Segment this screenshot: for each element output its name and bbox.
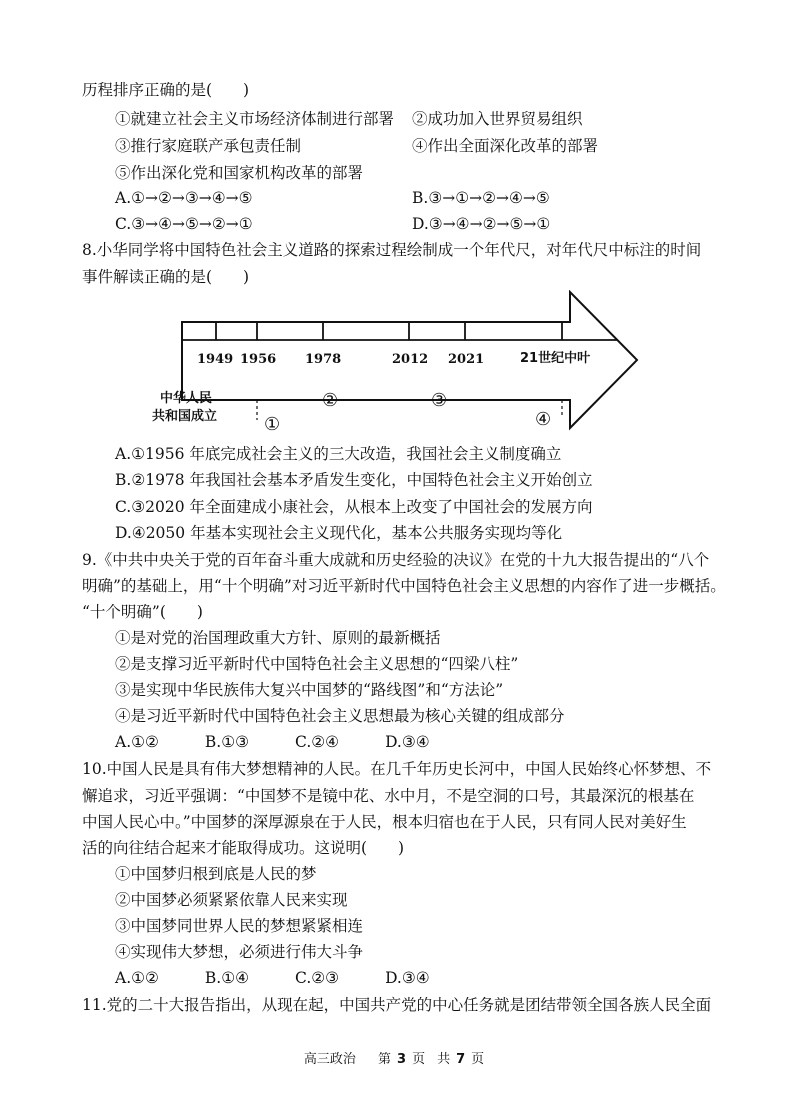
year-label-2012: 2012 [392,352,429,367]
q9-option-d: D.③④ [385,733,430,751]
q8-stem-line-2: 事件解读正确的是( ) [82,268,250,286]
marker-4: ④ [535,409,552,430]
q9-stem-line-2: 明确”的基础上，用“十个明确”对习近平新时代中国特色社会主义思想的内容作了进一步概括。 [82,577,726,595]
year-label-2021: 2021 [448,352,485,367]
q8-stem-line-1: 8.小华同学将中国特色社会主义道路的探索过程绘制成一个年代尺，对年代尺中标注的时间 [82,241,702,259]
q9-options [115,732,476,752]
year-label-1949: 1949 [197,352,234,367]
q9-item-2: ②是支撑习近平新时代中国特色社会主义思想的“四梁八柱” [115,655,519,673]
q7-item-4: ④作出全面深化改革的部署 [412,137,599,155]
marker-1: ① [264,414,281,435]
year-label-1956: 1956 [240,352,277,367]
q8-option-a: A.①1956 年底完成社会主义的三大改造，我国社会主义制度确立 [115,445,562,463]
q9-stem-line-1: 9.《中共中央关于党的百年奋斗重大成就和历史经验的决议》在党的十九大报告提出的“八个 [82,551,710,569]
footer-ye-2: 页 [471,1052,485,1067]
footer-total-pages: 7 [456,1052,466,1067]
founding-label-line-2: 共和国成立 [152,409,218,424]
footer-gong: 共 [437,1052,451,1067]
footer-di: 第 [378,1052,392,1067]
founding-label-line-1: 中华人民 [160,391,213,406]
footer-page-info [372,1052,490,1067]
q8-option-c: C.③2020 年全面建成小康社会，从根本上改变了中国社会的发展方向 [115,498,593,516]
footer-page-number: 3 [397,1052,407,1067]
q10-stem-line-4: 活的向往结合起来才能取得成功。这说明( ) [82,839,405,857]
q9-stem-line-3: “十个明确”( ) [82,603,203,621]
q8-option-d: D.④2050 年基本实现社会主义现代化，基本公共服务实现均等化 [115,524,563,542]
era-timeline-diagram [150,290,650,435]
q10-item-4: ④实现伟大梦想，必须进行伟大斗争 [115,943,364,961]
q10-option-c: C.②③ [295,969,340,987]
year-label-mid-century: 21世纪中叶 [520,351,591,366]
page-footer [0,1048,794,1067]
q10-item-1: ①中国梦归根到底是人民的梦 [115,865,317,883]
q7-option-b: B.③→①→②→④→⑤ [412,189,550,207]
footer-subject: 高三政治 [303,1052,356,1067]
q9-option-a: A.①② [115,733,159,751]
q7-item-3: ③推行家庭联产承包责任制 [115,137,302,155]
q7-option-d: D.③→④→②→⑤→① [412,215,551,233]
q10-option-a: A.①② [115,969,159,987]
q9-item-4: ④是习近平新时代中国特色社会主义思想最为核心关键的组成部分 [115,707,565,725]
q7-item-2: ②成功加入世界贸易组织 [412,110,583,128]
q10-stem-line-2: 懈追求，习近平强调：“中国梦不是镜中花、水中月，不是空洞的口号，其最深沉的根基在 [82,787,695,805]
q11-stem-line-1: 11.党的二十大报告指出，从现在起，中国共产党的中心任务就是团结带领全国各族人民全面 [82,996,712,1014]
year-label-1978: 1978 [305,352,342,367]
q9-option-b: B.①③ [204,733,250,751]
q10-option-d: D.③④ [385,969,430,987]
q7-item-1: ①就建立社会主义市场经济体制进行部署 [115,110,395,128]
q10-item-2: ②中国梦必须紧紧依靠人民来实现 [115,891,348,909]
marker-3: ③ [431,390,448,411]
q7-option-c: C.③→④→⑤→②→① [115,215,253,233]
footer-ye: 页 [412,1052,426,1067]
q10-options [115,968,476,988]
q8-option-b: B.②1978 年我国社会基本矛盾发生变化，中国特色社会主义开始创立 [115,471,593,489]
q10-option-b: B.①④ [204,969,250,987]
q10-item-3: ③中国梦同世界人民的梦想紧紧相连 [115,917,364,935]
q9-option-c: C.②④ [295,733,340,751]
q10-stem-line-1: 10.中国人民是具有伟大梦想精神的人民。在几千年历史长河中，中国人民始终心怀梦想、不 [82,760,712,778]
q9-item-1: ①是对党的治国理政重大方针、原则的最新概括 [115,629,441,647]
q7-option-a: A.①→②→③→④→⑤ [115,189,253,207]
q10-stem-line-3: 中国人民心中。”中国梦的深厚源泉在于人民，根本归宿也在于人民，只有同人民对美好生 [82,813,687,831]
q9-item-3: ③是实现中华民族伟大复兴中国梦的“路线图”和“方法论” [115,681,504,699]
marker-2: ② [322,390,339,411]
q7-item-5: ⑤作出深化党和国家机构改革的部署 [115,164,364,182]
q7-stem-tail: 历程排序正确的是( ) [82,81,250,99]
